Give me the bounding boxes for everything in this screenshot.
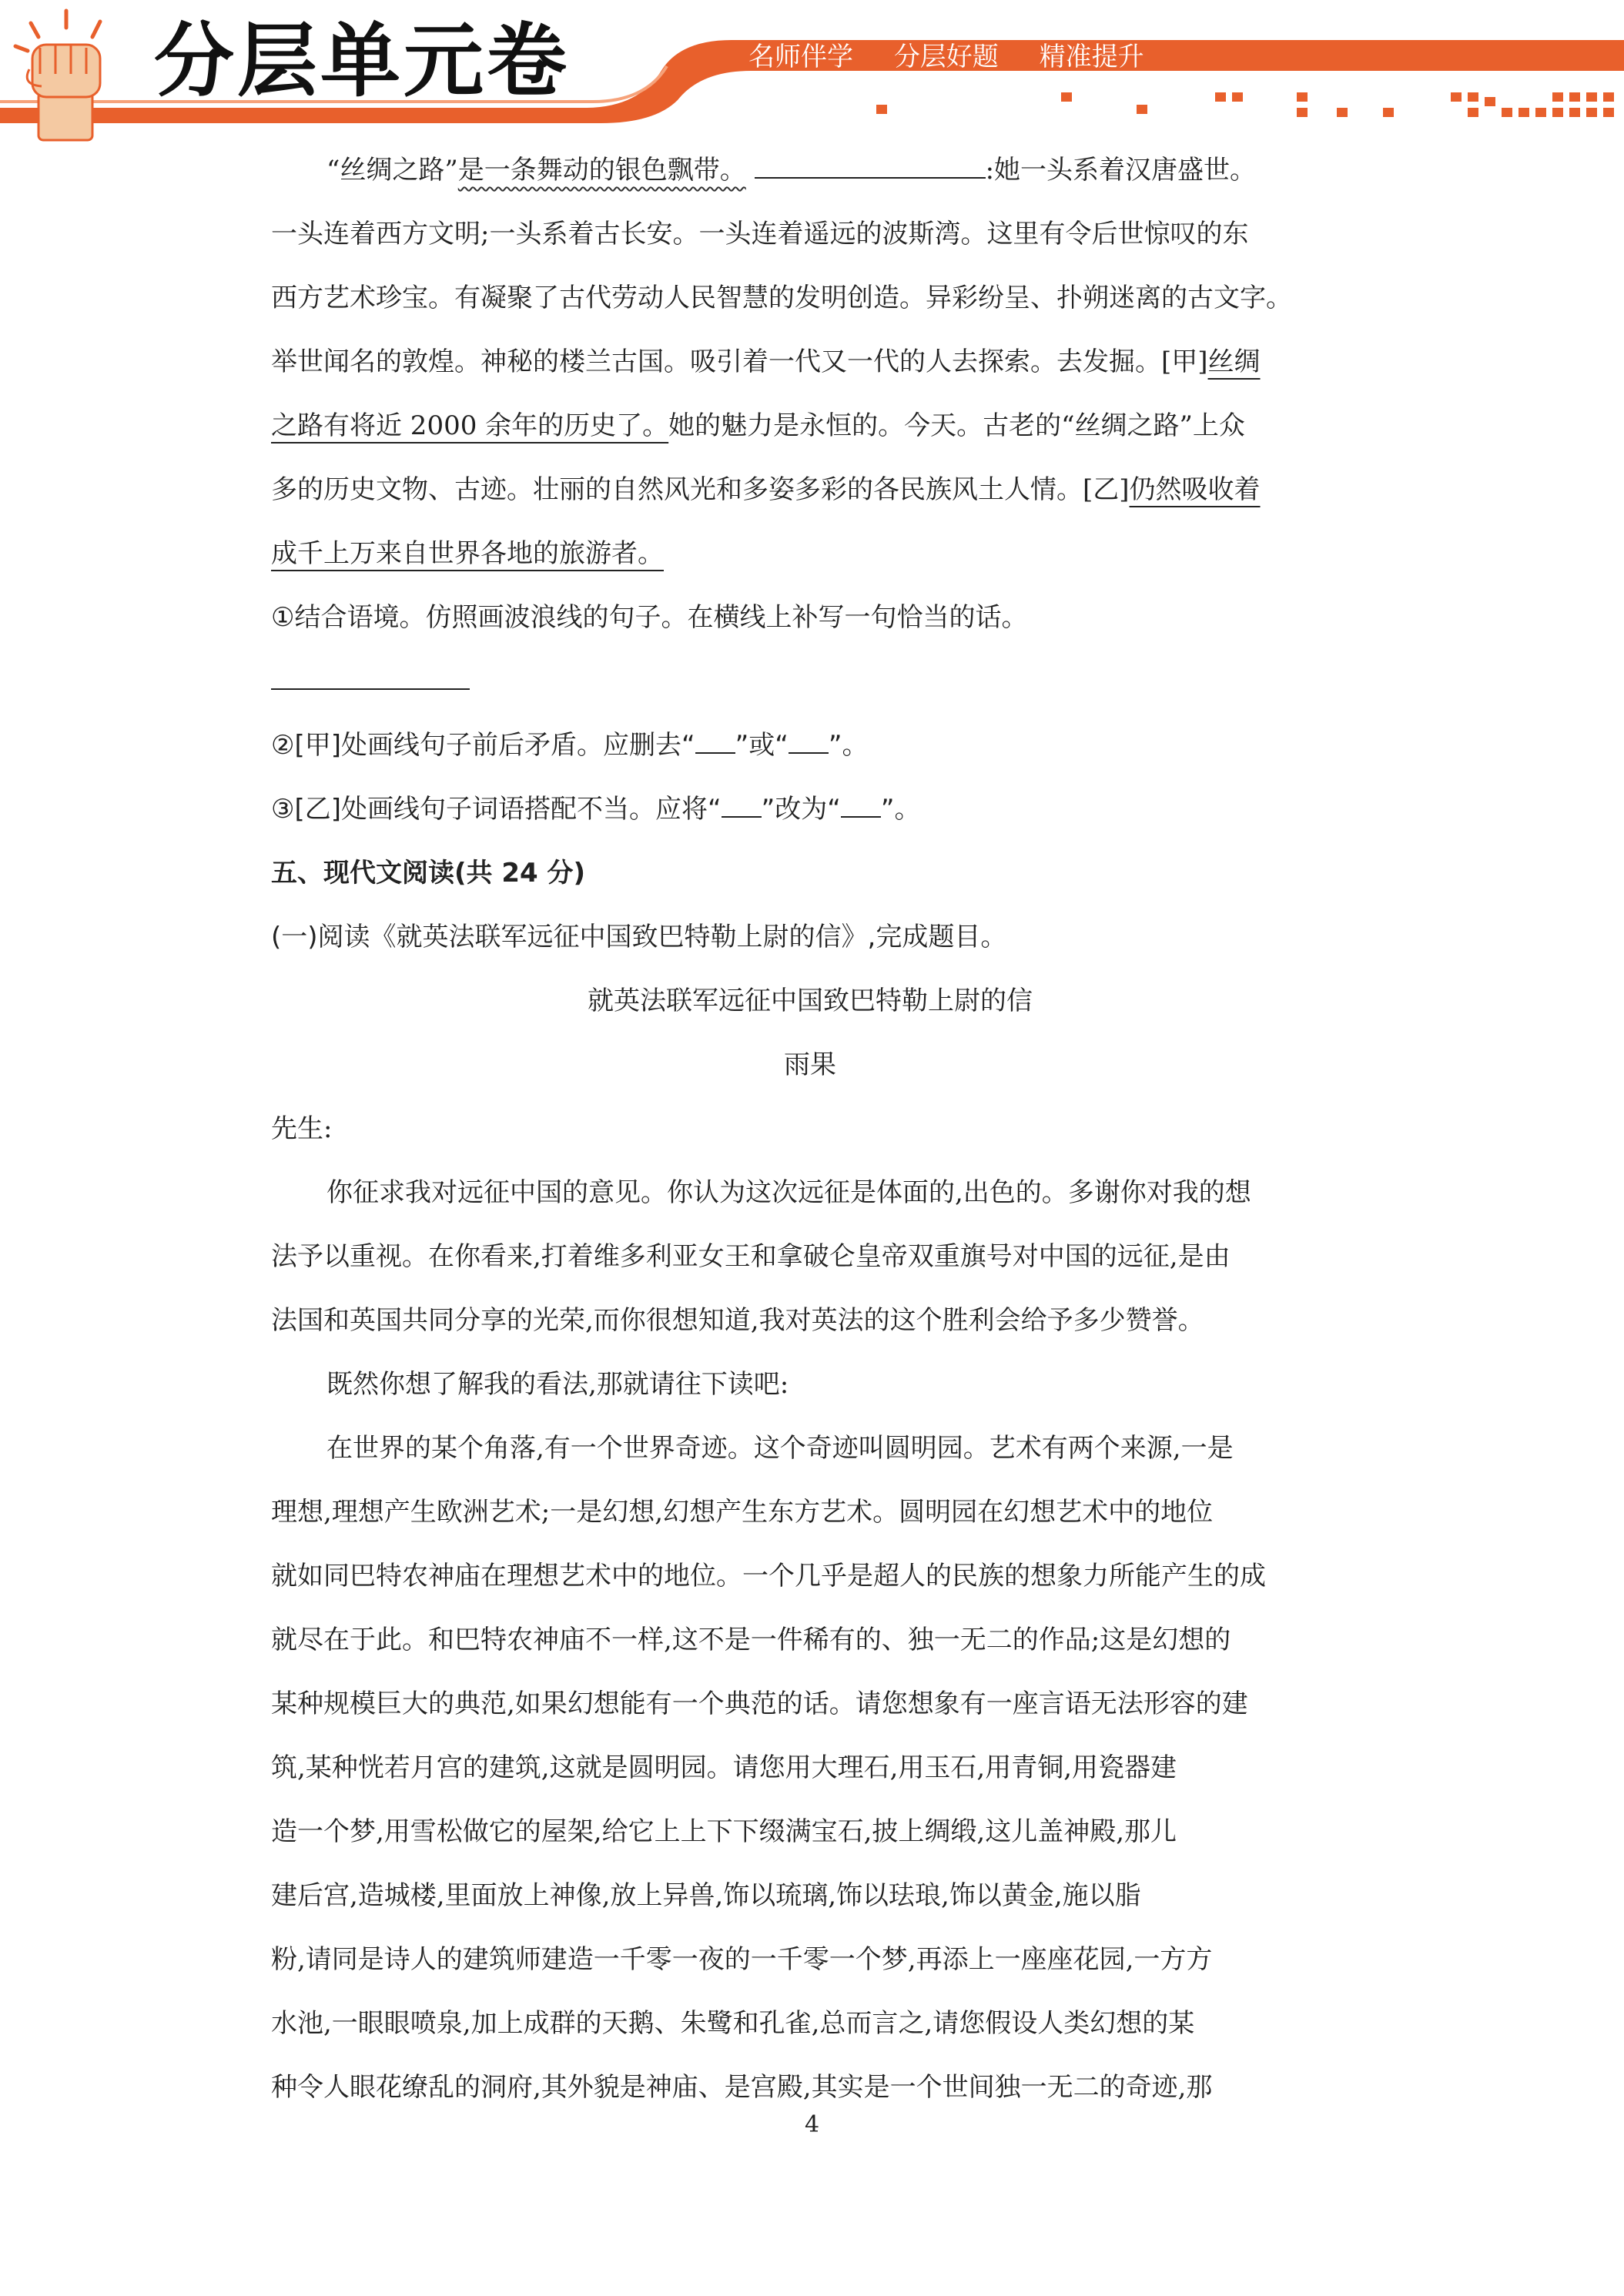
letter-line: 水池,一眼眼喷泉,加上成群的天鹅、朱鹭和孔雀,总而言之,请您假设人类幻想的某 xyxy=(271,2008,1195,2039)
letter-line: 你征求我对远征中国的意见。你认为这次远征是体面的,出色的。多谢你对我的想 xyxy=(326,1177,1251,1208)
underlined-sentence-jia: 之路有将近 2000 余年的历史了。 xyxy=(271,410,669,441)
page-number: 4 xyxy=(804,2111,820,2138)
passage-line: 西方艺术珍宝。有凝聚了古代劳动人民智慧的发明创造。异彩纷呈、扑朔迷离的古文字。 xyxy=(271,283,1292,313)
question-text: ②[甲]处画线句子前后矛盾。应删去“ xyxy=(271,730,695,761)
passage-line xyxy=(271,458,1349,522)
letter-salutation: 先生: xyxy=(271,1113,333,1144)
underlined-sentence-yi: 仍然吸收着 xyxy=(1129,474,1261,505)
page-header xyxy=(0,0,1624,154)
answer-blank[interactable] xyxy=(722,793,762,818)
letter-line: 在世界的某个角落,有一个世界奇迹。这个奇迹叫圆明园。艺术有两个来源,一是 xyxy=(326,1433,1234,1464)
letter-line: 法予以重视。在你看来,打着维多利亚女王和拿破仑皇帝双重旗号对中国的远征,是由 xyxy=(271,1241,1231,1272)
slogan-item: 精准提升 xyxy=(1039,42,1144,72)
letter-line: 造一个梦,用雪松做它的屋架,给它上上下下缀满宝石,披上绸缎,这儿盖神殿,那儿 xyxy=(271,1816,1177,1847)
letter-line: 某种规模巨大的典范,如果幻想能有一个典范的话。请您想象有一座言语无法形容的建 xyxy=(271,1689,1248,1719)
question-1-answer-line xyxy=(271,650,1349,714)
section-intro: (一)阅读《就英法联军远征中国致巴特勒上尉的信》,完成题目。 xyxy=(271,922,1007,952)
passage-line: 一头连着西方文明;一头系着古长安。一头连着遥远的波斯湾。这里有令后世惊叹的东 xyxy=(271,219,1249,249)
passage-text: :她一头系着汉唐盛世。 xyxy=(985,155,1257,186)
question-3 xyxy=(271,778,1349,842)
slogan-item: 名师伴学 xyxy=(748,42,853,72)
underlined-sentence-yi: 成千上万来自世界各地的旅游者。 xyxy=(271,538,664,569)
letter-line: 法国和英国共同分享的光荣,而你很想知道,我对英法的这个胜利会给予多少赞誉。 xyxy=(271,1305,1204,1336)
answer-blank[interactable] xyxy=(271,665,470,690)
page-content xyxy=(271,139,1349,2120)
letter-line: 理想,理想产生欧洲艺术;一是幻想,幻想产生东方艺术。圆明园在幻想艺术中的地位 xyxy=(271,1497,1214,1528)
passage-text: 她的魅力是永恒的。今天。古老的“丝绸之路”上众 xyxy=(668,410,1245,441)
question-text: ”。 xyxy=(880,794,921,825)
section-heading: 五、现代文阅读(共 24 分) xyxy=(271,858,586,889)
letter-line: 筑,某种恍若月宫的建筑,这就是圆明园。请您用大理石,用玉石,用青铜,用瓷器建 xyxy=(271,1752,1177,1783)
question-text: ”或“ xyxy=(735,730,789,761)
letter-title: 就英法联军远征中国致巴特勒上尉的信 xyxy=(588,986,1033,1016)
question-1: ①结合语境。仿照画波浪线的句子。在横线上补写一句恰当的话。 xyxy=(271,602,1028,633)
slogan-item: 分层好题 xyxy=(893,42,999,72)
passage-text: “丝绸之路” xyxy=(326,155,458,186)
letter-line: 就如同巴特农神庙在理想艺术中的地位。一个几乎是超人的民族的想象力所能产生的成 xyxy=(271,1561,1266,1591)
answer-blank[interactable] xyxy=(695,729,735,754)
letter-line: 既然你想了解我的看法,那就请往下读吧: xyxy=(326,1369,789,1400)
wavy-underlined-sentence: 是一条舞动的银色飘带。 xyxy=(457,155,746,186)
letter-line: 种令人眼花缭乱的洞府,其外貌是神庙、是宫殿,其实是一个世间独一无二的奇迹,那 xyxy=(271,2072,1213,2103)
passage-line xyxy=(271,522,1349,586)
brand-title: 分层单元卷 xyxy=(154,14,571,108)
passage-line xyxy=(271,139,1349,202)
header-slogan xyxy=(748,35,1177,73)
question-2 xyxy=(271,714,1349,778)
passage-text: 举世闻名的敦煌。神秘的楼兰古国。吸引着一代又一代的人去探索。去发掘。[甲] xyxy=(271,346,1208,377)
question-text: ”。 xyxy=(828,730,869,761)
letter-line: 建后宫,造城楼,里面放上神像,放上异兽,饰以琉璃,饰以珐琅,饰以黄金,施以脂 xyxy=(271,1880,1141,1911)
underlined-sentence-jia: 丝绸 xyxy=(1207,346,1261,377)
answer-blank[interactable] xyxy=(789,729,829,754)
letter-line: 就尽在于此。和巴特农神庙不一样,这不是一件稀有的、独一无二的作品;这是幻想的 xyxy=(271,1625,1231,1655)
question-text: ③[乙]处画线句子词语搭配不当。应将“ xyxy=(271,794,722,825)
passage-line xyxy=(271,330,1349,394)
passage-text: 多的历史文物、古迹。壮丽的自然风光和多姿多彩的各民族风土人情。[乙] xyxy=(271,474,1130,505)
letter-line: 粉,请同是诗人的建筑师建造一千零一夜的一千零一个梦,再添上一座座花园,一方方 xyxy=(271,1944,1213,1975)
question-text: ”改为“ xyxy=(761,794,841,825)
answer-blank[interactable] xyxy=(755,154,986,179)
letter-author: 雨果 xyxy=(784,1049,836,1080)
answer-blank[interactable] xyxy=(841,793,881,818)
passage-line xyxy=(271,394,1349,458)
